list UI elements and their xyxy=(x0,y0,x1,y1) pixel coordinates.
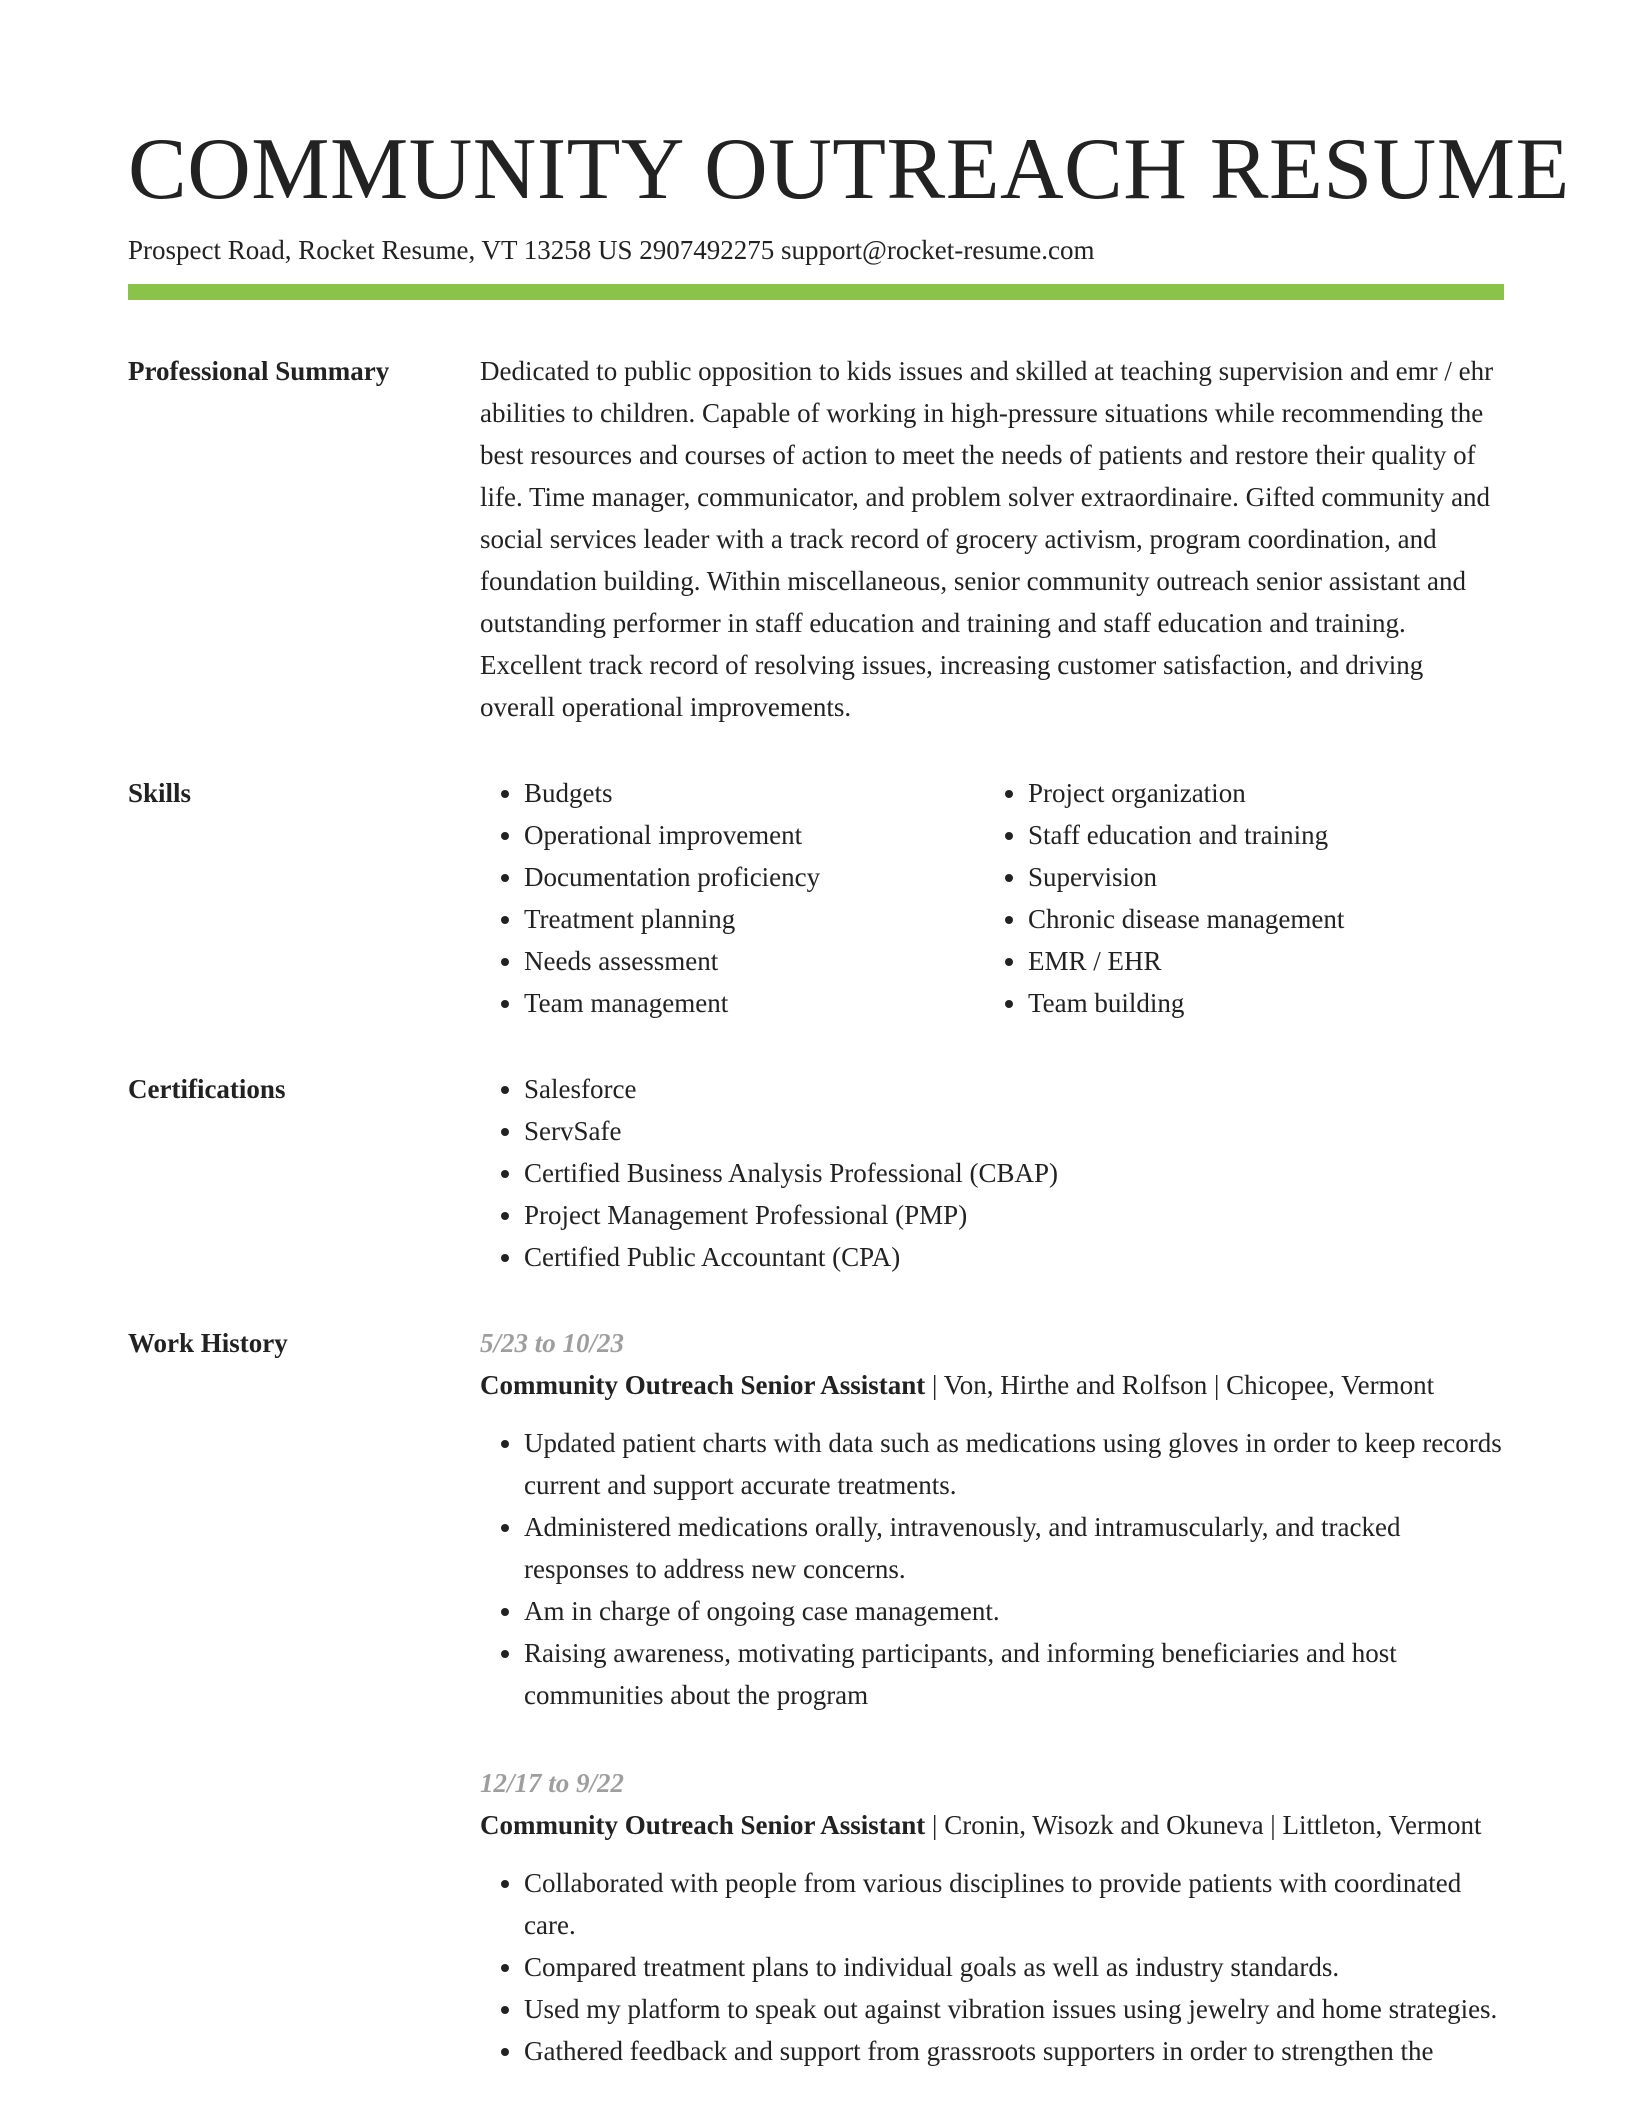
skills-section xyxy=(128,772,1504,1024)
job-title: Community Outreach Senior Assistant xyxy=(480,1810,926,1840)
summary-text: Dedicated to public opposition to kids issues and skilled at teaching supervision and emr / ehr abilities to children. Capable of working in high-pressure situations while recommending the best resources and courses of action to meet the needs of patients and restore their quality of life. Time manager, communicator, and problem solver extraordinaire. Gifted community and social services leader with a track record of grocery activism, program coordination, and foundation building. Within miscellaneous, senior community outreach senior assistant and outstanding performer in staff education and training and staff education and training. Excellent track record of resolving issues, increasing customer satisfaction, and driving overall operational improvements. xyxy=(480,356,1494,722)
certification-item: • Certified Business Analysis Professional (CBAP) xyxy=(524,1152,1504,1194)
skill-item: • EMR / EHR xyxy=(1028,940,1344,982)
job-bullets xyxy=(480,1862,1504,2072)
job-heading xyxy=(480,1804,1504,1846)
section-label-skills: Skills xyxy=(128,778,192,808)
certification-item: • Project Management Professional (PMP) xyxy=(524,1194,1504,1236)
skill-item: • Supervision xyxy=(1028,856,1344,898)
section-label-summary: Professional Summary xyxy=(128,356,390,386)
resume-title: COMMUNITY OUTREACH RESUME xyxy=(128,121,1570,218)
certifications-list xyxy=(480,1068,1504,1278)
skill-item: • Treatment planning xyxy=(524,898,984,940)
certification-item: • ServSafe xyxy=(524,1110,1504,1152)
job-bullets xyxy=(480,1422,1504,1716)
job-bullet: • Compared treatment plans to individual goals as well as industry standards. xyxy=(524,1946,1504,1988)
accent-divider xyxy=(128,284,1504,300)
resume-page xyxy=(128,0,1570,2118)
job-bullet: • Am in charge of ongoing case management. xyxy=(524,1590,1504,1632)
job-details: | Von, Hirthe and Rolfson | Chicopee, Vermont xyxy=(925,1370,1435,1400)
skill-item: • Documentation proficiency xyxy=(524,856,984,898)
skills-list-right xyxy=(984,772,1344,1024)
skill-item: • Needs assessment xyxy=(524,940,984,982)
job-entry xyxy=(480,1322,1504,1716)
job-bullet: • Used my platform to speak out against vibration issues using jewelry and home strategies. xyxy=(524,1988,1504,2030)
skill-item: • Operational improvement xyxy=(524,814,984,856)
certification-item: • Certified Public Accountant (CPA) xyxy=(524,1236,1504,1278)
skill-item: • Staff education and training xyxy=(1028,814,1344,856)
job-bullet: • Gathered feedback and support from grassroots supporters in order to strengthen the xyxy=(524,2030,1504,2072)
job-dates: 5/23 to 10/23 xyxy=(480,1328,625,1358)
skill-item: • Budgets xyxy=(524,772,984,814)
section-label-work-history: Work History xyxy=(128,1328,288,1358)
skills-list-left xyxy=(480,772,984,1024)
work-history-section xyxy=(128,1322,1504,2118)
certifications-section xyxy=(128,1068,1504,1278)
job-bullet: • Raising awareness, motivating participants, and informing beneficiaries and host communities about the program xyxy=(524,1632,1504,1716)
contact-line: Prospect Road, Rocket Resume, VT 13258 US 2907492275 support@rocket-resume.com xyxy=(128,235,1095,265)
job-entry xyxy=(480,1762,1504,2072)
skill-item: • Team management xyxy=(524,982,984,1024)
job-details: | Cronin, Wisozk and Okuneva | Littleton, Vermont xyxy=(925,1810,1482,1840)
job-heading xyxy=(480,1364,1504,1406)
job-bullet: • Updated patient charts with data such as medications using gloves in order to keep records current and support accurate treatments. xyxy=(524,1422,1504,1506)
summary-section xyxy=(128,350,1504,728)
job-bullet: • Administered medications orally, intravenously, and intramuscularly, and tracked responses to address new concerns. xyxy=(524,1506,1504,1590)
skill-item: • Project organization xyxy=(1028,772,1344,814)
skill-item: • Team building xyxy=(1028,982,1344,1024)
section-label-certifications: Certifications xyxy=(128,1074,286,1104)
certification-item: • Salesforce xyxy=(524,1068,1504,1110)
skill-item: • Chronic disease management xyxy=(1028,898,1344,940)
job-dates: 12/17 to 9/22 xyxy=(480,1768,625,1798)
job-bullet: • Collaborated with people from various disciplines to provide patients with coordinated care. xyxy=(524,1862,1504,1946)
job-title: Community Outreach Senior Assistant xyxy=(480,1370,926,1400)
